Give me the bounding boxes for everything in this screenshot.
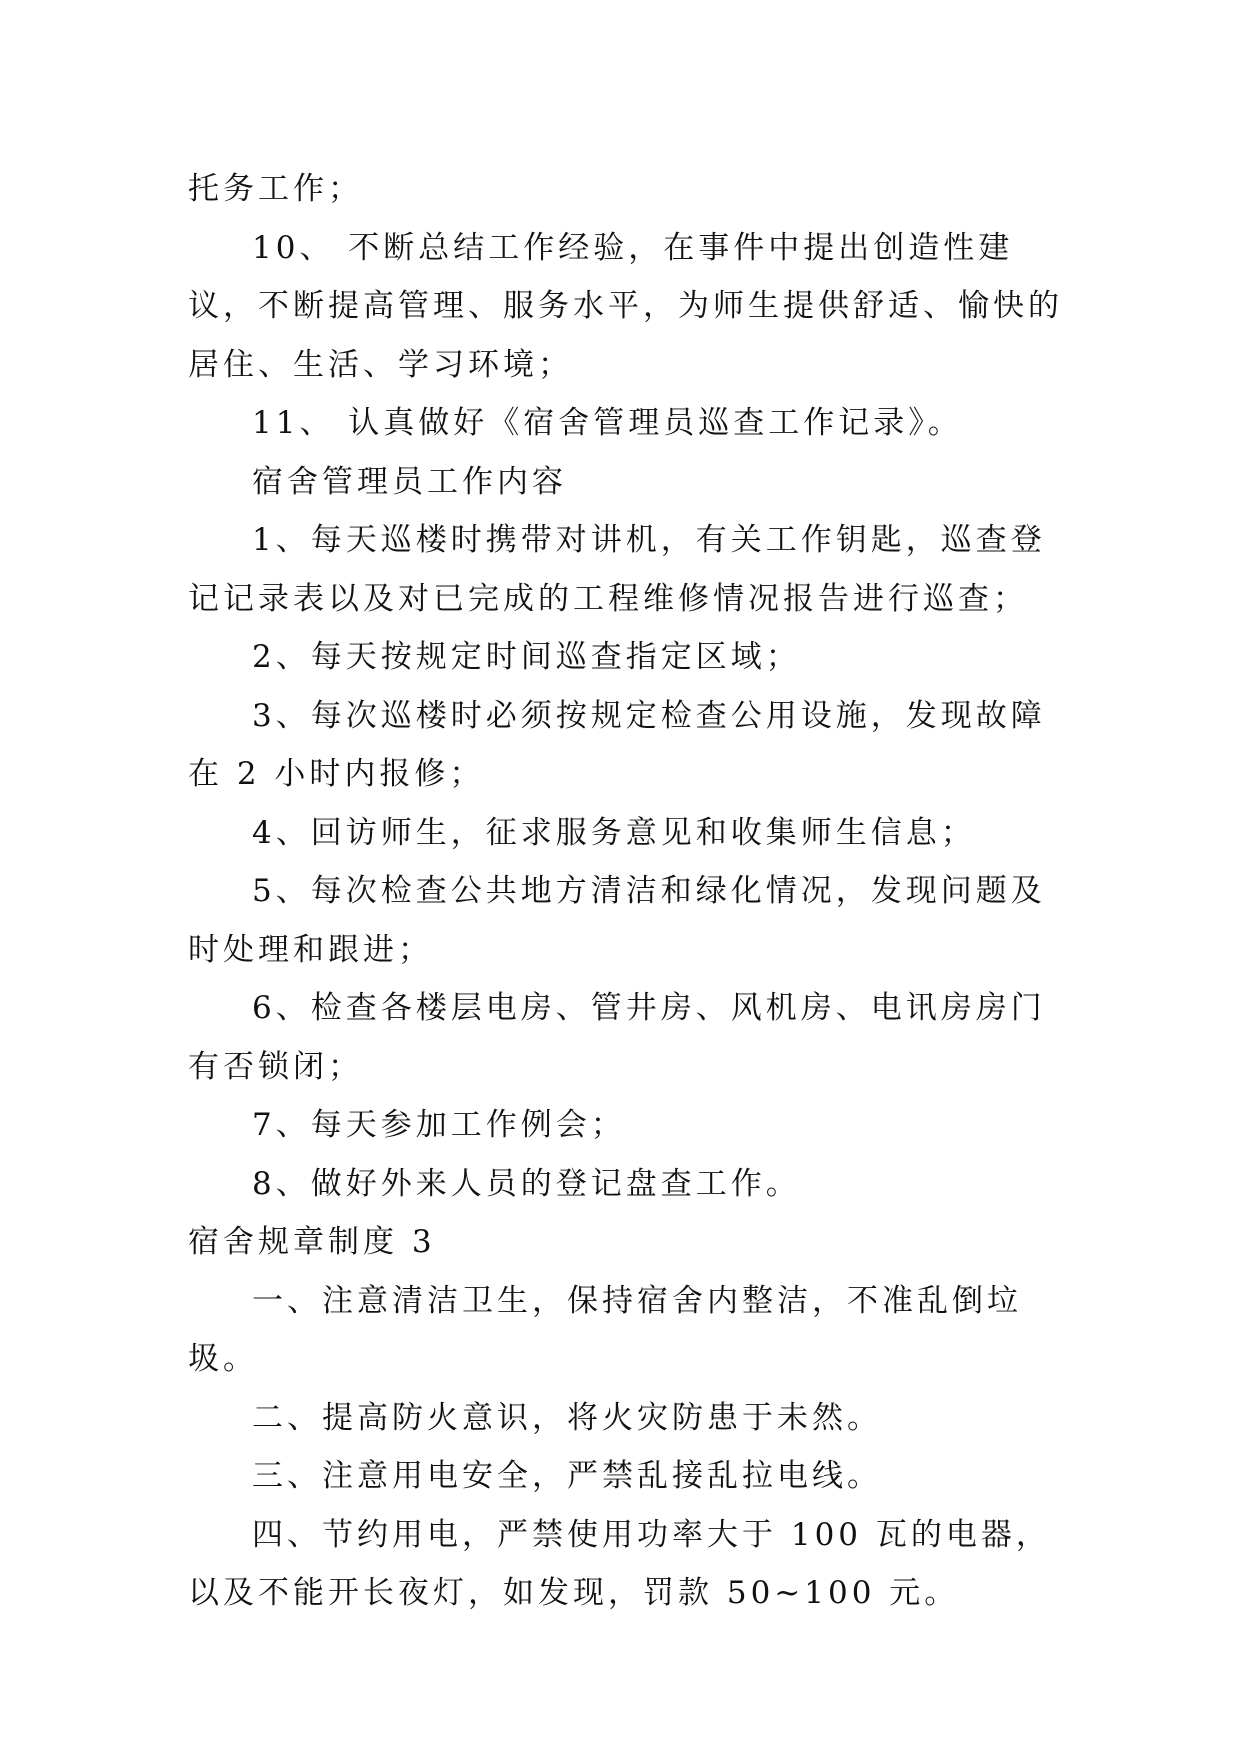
- paragraph-2: 10、 不断总结工作经验，在事件中提出创造性建议，不断提高管理、服务水平，为师生提供舒适、愉快的居住、生活、学习环境；: [188, 229, 1063, 383]
- paragraph-11: 7、每天参加工作例会；: [252, 1107, 626, 1143]
- paragraph-9: 5、每次检查公共地方清洁和绿化情况，发现问题及时处理和跟进；: [188, 873, 1046, 968]
- document-body: [188, 160, 1068, 1623]
- section-heading-rules: 宿舍规章制度 3: [188, 1224, 436, 1260]
- paragraph-15: 二、提高防火意识，将火灾防患于未然。: [252, 1399, 882, 1436]
- paragraph-14: 一、注意清洁卫生，保持宿舍内整洁，不准乱倒垃圾。: [188, 1282, 1022, 1377]
- paragraph-8: 4、回访师生，征求服务意见和收集师生信息；: [252, 814, 976, 851]
- paragraph-5: 1、每天巡楼时携带对讲机，有关工作钥匙，巡查登记记录表以及对已完成的工程维修情况报告进行巡查；: [188, 522, 1046, 617]
- paragraph-12: 8、做好外来人员的登记盘查工作。: [252, 1165, 801, 1202]
- paragraph-16: 三、注意用电安全，严禁乱接乱拉电线。: [252, 1458, 882, 1494]
- paragraph-1: 托务工作；: [188, 171, 363, 207]
- section-heading-duties: 宿舍管理员工作内容: [252, 463, 567, 500]
- paragraph-17: 四、节约用电，严禁使用功率大于 100 瓦的电器，以及不能开长夜灯，如发现，罚款 50~100 元。: [188, 1516, 1051, 1611]
- paragraph-7: 3、每次巡楼时必须按规定检查公用设施，发现故障在 2 小时内报修；: [188, 697, 1046, 792]
- paragraph-6: 2、每天按规定时间巡查指定区域；: [252, 639, 801, 675]
- paragraph-3: 11、 认真做好《宿舍管理员巡查工作记录》。: [252, 405, 963, 441]
- paragraph-10: 6、检查各楼层电房、管井房、风机房、电讯房房门有否锁闭；: [188, 990, 1046, 1085]
